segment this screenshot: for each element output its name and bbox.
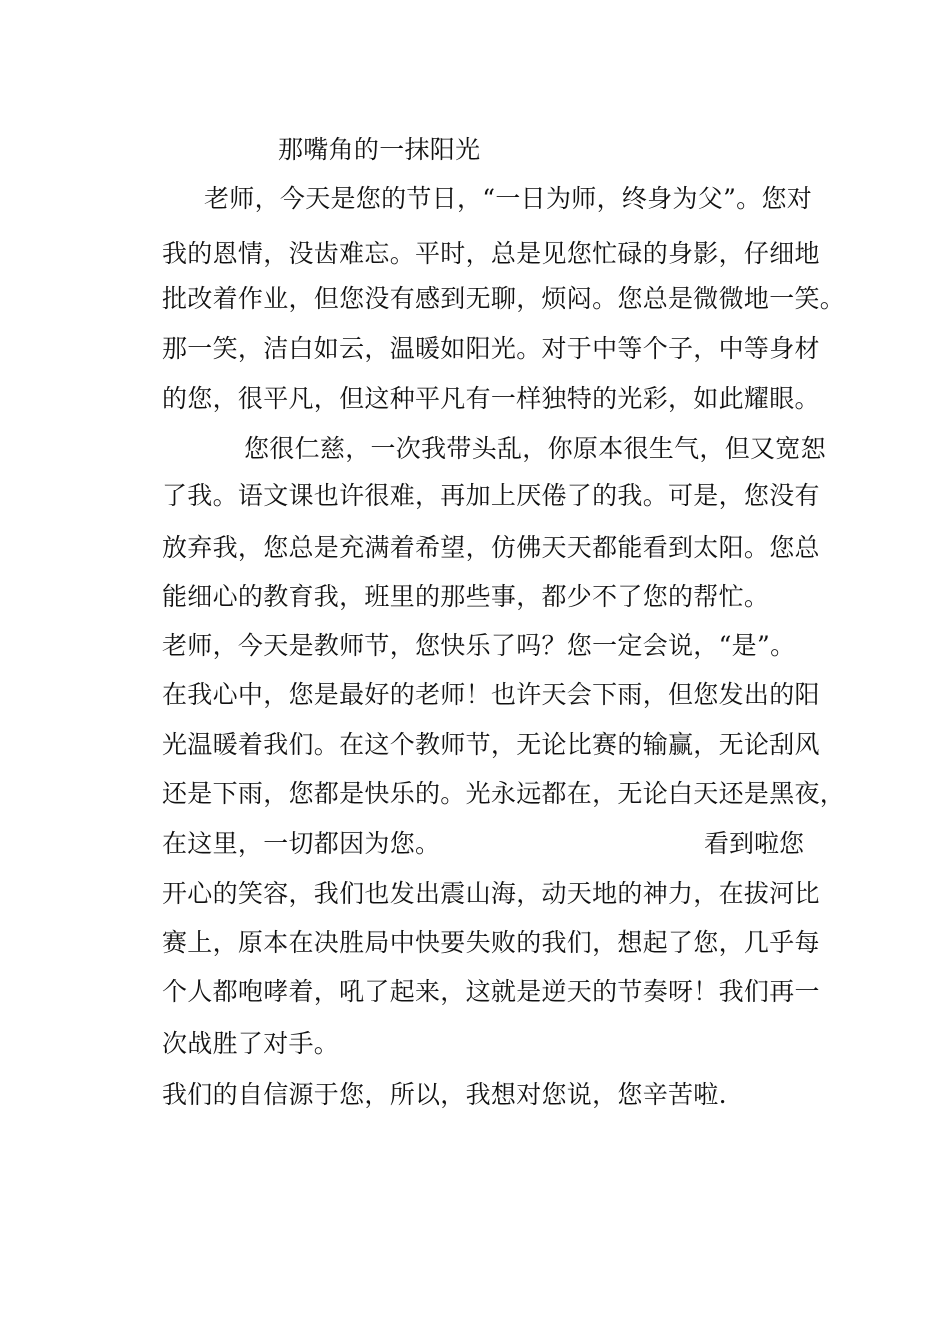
text-line: 批改着作业，但您没有感到无聊，烦闷。您总是微微地一笑。 <box>162 284 846 313</box>
text-line: 次战胜了对手。 <box>162 1029 340 1058</box>
text-line: 老师，今天是您的节日，“一日为师，终身为父”。您对 <box>204 184 813 213</box>
text-line: 您很仁慈，一次我带头乱，你原本很生气，但又宽恕 <box>244 434 826 463</box>
text-line: 放弃我，您总是充满着希望，仿佛天天都能看到太阳。您总 <box>162 533 820 562</box>
text-line: 我的恩情，没齿难忘。平时，总是见您忙碌的身影，仔细地 <box>162 239 820 268</box>
text-line: 老师，今天是教师节，您快乐了吗？您一定会说，“是”。 <box>162 631 796 660</box>
text-line: 了我。语文课也许很难，再加上厌倦了的我。可是，您没有 <box>162 481 820 510</box>
text-line: 能细心的教育我，班里的那些事，都少不了您的帮忙。 <box>162 582 770 611</box>
text-line: 开心的笑容，我们也发出震山海，动天地的神力，在拔河比 <box>162 879 820 908</box>
text-line: 在这里，一切都因为您。 <box>162 829 441 858</box>
text-line: 那一笑，洁白如云，温暖如阳光。对于中等个子，中等身材 <box>162 334 820 363</box>
document-title: 那嘴角的一抹阳光 <box>278 135 481 164</box>
text-line-tail: 看到啦您 <box>704 829 805 858</box>
text-line: 赛上，原本在决胜局中快要失败的我们，想起了您，几乎每 <box>162 928 820 957</box>
text-line: 光温暖着我们。在这个教师节，无论比赛的输赢，无论刮风 <box>162 730 820 759</box>
text-line: 我们的自信源于您，所以，我想对您说，您辛苦啦. <box>162 1080 727 1109</box>
text-line: 的您，很平凡，但这种平凡有一样独特的光彩，如此耀眼。 <box>162 384 820 413</box>
text-line: 在我心中，您是最好的老师！也许天会下雨，但您发出的阳 <box>162 680 820 709</box>
text-line: 还是下雨，您都是快乐的。光永远都在，无论白天还是黑夜， <box>162 779 846 808</box>
text-line: 个人都咆哮着，吼了起来，这就是逆天的节奏呀！我们再一 <box>162 977 820 1006</box>
